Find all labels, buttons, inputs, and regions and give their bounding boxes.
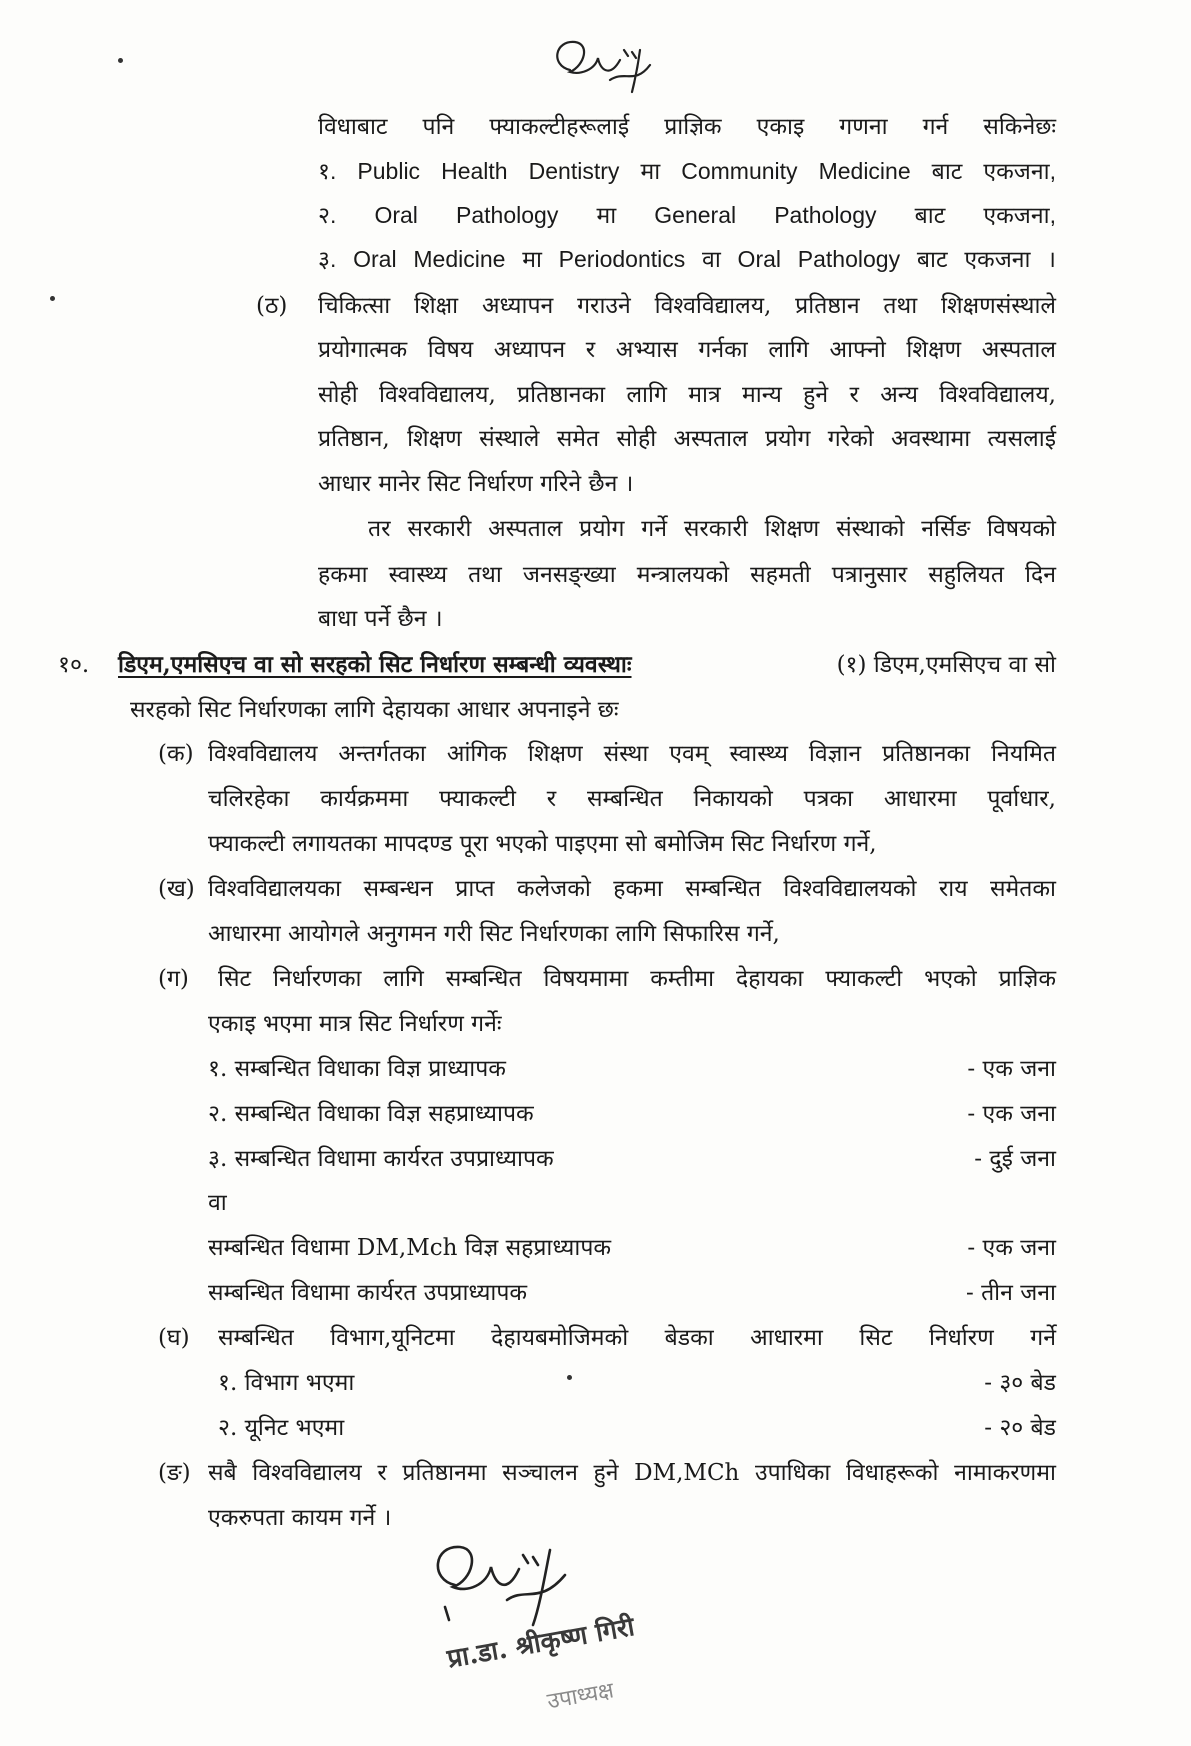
clause-kha-line: आधारमा आयोगले अनुगमन गरी सिट निर्धारणका लागि सिफारिस गर्ने, xyxy=(208,921,780,947)
faculty-item-value: - एक जना xyxy=(967,1056,1056,1082)
faculty-item-label: ३. सम्बन्धित विधामा कार्यरत उपप्राध्यापक xyxy=(208,1146,554,1172)
clause-kha-marker: (ख) xyxy=(158,876,195,902)
clause-ga-line: सिट निर्धारणका लागि सम्बन्धित विषयमामा कम्तीमा देहायका फ्याकल्टी भएको प्राज्ञिक xyxy=(218,966,1056,992)
clause-ga-line: एकाइ भएमा मात्र सिट निर्धारण गर्नेः xyxy=(208,1011,502,1037)
section-number: १०. xyxy=(58,652,90,678)
faculty-item-value: - दुई जना xyxy=(974,1146,1056,1172)
scan-dot xyxy=(118,58,123,63)
top-block-line: विधाबाट पनि फ्याकल्टीहरूलाई प्राज्ञिक एकाइ गणना गर्न सकिनेछः xyxy=(318,114,1056,140)
clause-ka-line: फ्याकल्टी लगायतका मापदण्ड पूरा भएको पाइएमा सो बमोजिम सिट निर्धारण गर्ने, xyxy=(208,831,877,857)
clause-tha-line: सोही विश्वविद्यालय, प्रतिष्ठानका लागि मात्र मान्य हुने र अन्य विश्वविद्यालय, xyxy=(318,382,1056,408)
faculty-item-value: - एक जना xyxy=(967,1101,1056,1127)
faculty-alt-item-label: सम्बन्धित विधामा DM,Mch विज्ञ सहप्राध्यापक xyxy=(208,1235,612,1261)
clause-tha-para2-line: हकमा स्वास्थ्य तथा जनसङ्ख्या मन्त्रालयको सहमती पत्रानुसार सहुलियत दिन xyxy=(318,562,1056,588)
clause-tha-line: प्रयोगात्मक विषय अध्यापन र अभ्यास गर्नका लागि आफ्नो शिक्षण अस्पताल xyxy=(318,337,1056,363)
clause-tha-line: आधार मानेर सिट निर्धारण गरिने छैन । xyxy=(318,471,634,497)
clause-tha-para2-line: बाधा पर्ने छैन । xyxy=(318,606,443,632)
clause-kha-line: विश्वविद्यालयका सम्बन्धन प्राप्त कलेजको हकमा सम्बन्धित विश्वविद्यालयको राय समेतका xyxy=(208,876,1056,902)
bed-item-value: - ३० बेड xyxy=(984,1370,1056,1396)
clause-tha-para2-line: तर सरकारी अस्पताल प्रयोग गर्ने सरकारी शिक्षण संस्थाको नर्सिङ विषयको xyxy=(368,516,1056,542)
faculty-alt-item-value: - तीन जना xyxy=(965,1280,1056,1306)
clause-ga-marker: (ग) xyxy=(158,966,189,992)
top-block-line: २. Oral Pathology मा General Pathology बाट एकजना, xyxy=(318,202,1056,228)
bed-item-label: १. विभाग भएमा xyxy=(218,1370,355,1396)
bed-item-value: - २० बेड xyxy=(984,1415,1056,1441)
clause-ka-marker: (क) xyxy=(158,741,194,767)
clause-ka-line: चलिरहेका कार्यक्रममा फ्याकल्टी र सम्बन्धित निकायको पत्रका आधारमा पूर्वाधार, xyxy=(208,786,1056,812)
faculty-item-label: २. सम्बन्धित विधाका विज्ञ सहप्राध्यापक xyxy=(208,1101,534,1127)
clause-ka-line: विश्वविद्यालय अन्तर्गतका आंगिक शिक्षण संस्था एवम् स्वास्थ्य विज्ञान प्रतिष्ठानका नियमित xyxy=(208,741,1056,767)
faculty-alt-item-label: सम्बन्धित विधामा कार्यरत उपप्राध्यापक xyxy=(208,1280,528,1306)
clause-nga-line: एकरुपता कायम गर्ने । xyxy=(208,1505,392,1531)
clause-tha-marker: (ठ) xyxy=(256,293,288,319)
signatory-name: प्रा.डा. श्रीकृष्ण गिरी xyxy=(445,1612,637,1675)
clause-gha-line: सम्बन्धित विभाग,यूनिटमा देहायबमोजिमको बेडका आधारमा सिट निर्धारण गर्ने xyxy=(218,1325,1056,1351)
bed-item-label: २. यूनिट भएमा xyxy=(218,1415,345,1441)
section-intro: (१) डिएम,एमसिएच वा सो xyxy=(836,652,1056,678)
section-intro-line2: सरहको सिट निर्धारणका लागि देहायका आधार अपनाइने छः xyxy=(130,697,619,723)
scan-dot xyxy=(50,296,55,301)
faculty-item-label: १. सम्बन्धित विधाका विज्ञ प्राध्यापक xyxy=(208,1056,506,1082)
faculty-alt-item-value: - एक जना xyxy=(967,1235,1056,1261)
top-block-line: ३. Oral Medicine मा Periodontics वा Oral Pathology बाट एकजना । xyxy=(318,246,1056,272)
clause-gha-marker: (घ) xyxy=(158,1325,190,1351)
signature-bottom xyxy=(415,1525,585,1635)
top-block-line: १. Public Health Dentistry मा Community Medicine बाट एकजना, xyxy=(318,158,1056,184)
signatory-title: उपाध्यक्ष xyxy=(545,1678,616,1715)
clause-tha-line: चिकित्सा शिक्षा अध्यापन गराउने विश्वविद्यालय, प्रतिष्ठान तथा शिक्षणसंस्थाले xyxy=(318,293,1056,319)
or-text: वा xyxy=(208,1190,227,1216)
signature-top xyxy=(540,30,660,100)
clause-tha-line: प्रतिष्ठान, शिक्षण संस्थाले समेत सोही अस्पताल प्रयोग गरेको अवस्थामा त्यसलाई xyxy=(318,426,1056,452)
clause-nga-marker: (ङ) xyxy=(158,1460,191,1486)
clause-nga-line: सबै विश्वविद्यालय र प्रतिष्ठानमा सञ्चालन हुने DM,MCh उपाधिका विधाहरूको नामाकरणमा xyxy=(208,1460,1056,1486)
scan-dot xyxy=(567,1375,572,1380)
section-heading: डिएम,एमसिएच वा सो सरहको सिट निर्धारण सम्बन्धी व्यवस्थाः xyxy=(118,651,632,678)
